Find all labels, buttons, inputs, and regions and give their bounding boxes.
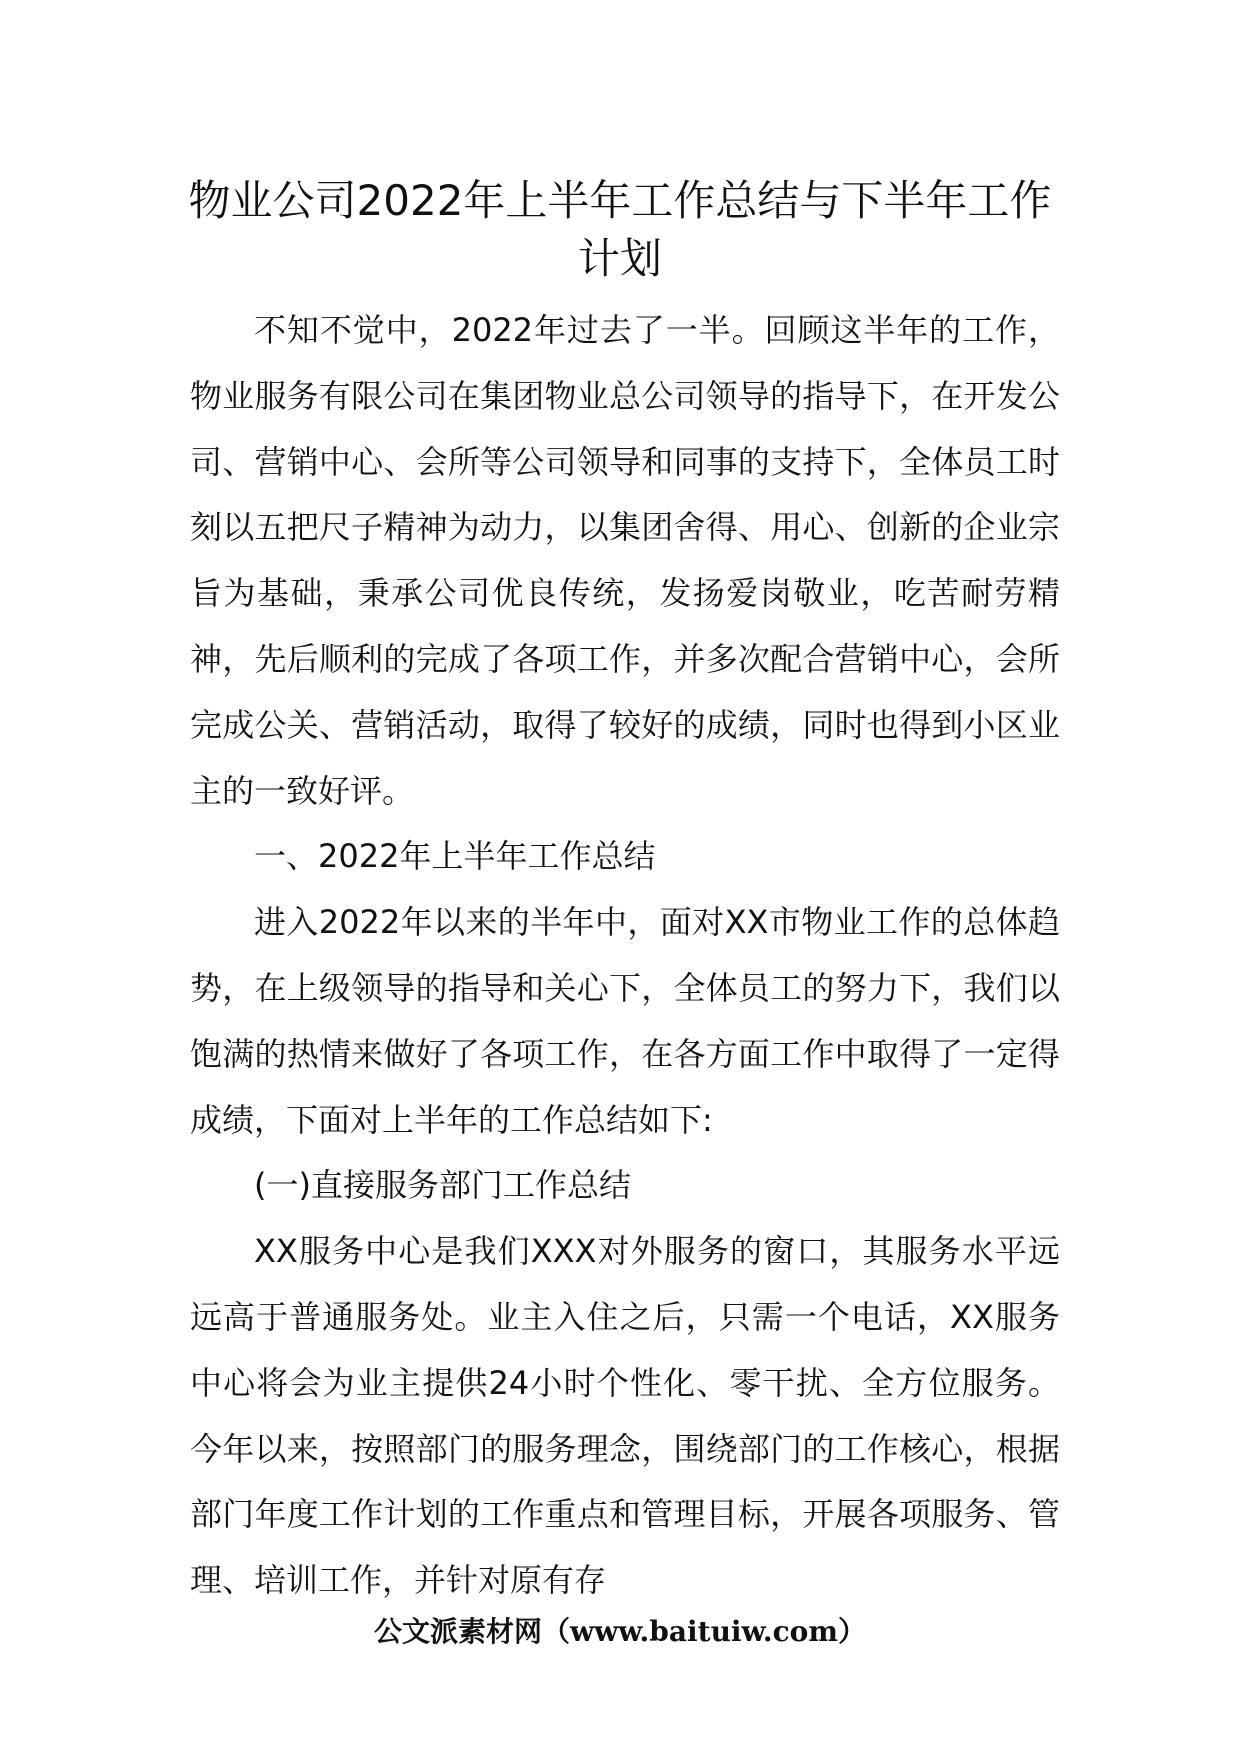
paragraph-intro: 不知不觉中，2022年过去了一半。回顾这半年的工作，物业服务有限公司在集团物业总公司领导的指导下，在开发公司、营销中心、会所等公司领导和同事的支持下，全体员工时刻以五把尺子精神为动力，以集团舍得、用心、创新的企业宗旨为基础，秉承公司优良传统，发扬爱岗敬业，吃苦耐劳精神，先后顺利的完成了各项工作，并多次配合营销中心，会所完成公关、营销活动，取得了较好的成绩，同时也得到小区业主的一致好评。 xyxy=(190,311,1060,810)
document-title: 物业公司2022年上半年工作总结与下半年工作计划 xyxy=(188,176,1052,283)
watermark-footer: 公文派素材网（www.baituiw.com） xyxy=(374,1615,866,1648)
document-body xyxy=(190,298,1060,1614)
section-heading-1: 一、2022年上半年工作总结 xyxy=(254,837,656,876)
paragraph-service-center: XX服务中心是我们XXX对外服务的窗口，其服务水平远远高于普通服务处。业主入住之后，只需一个电话，XX服务中心将会为业主提供24小时个性化、零干扰、全方位服务。今年以来，按照部门的服务理念，围绕部门的工作核心，根据部门年度工作计划的工作重点和管理目标，开展各项服务、管理、培训工作，并针对原有存 xyxy=(190,1232,1060,1600)
subsection-heading-1: (一)直接服务部门工作总结 xyxy=(254,1166,631,1205)
paragraph-summary: 进入2022年以来的半年中，面对XX市物业工作的总体趋势，在上级领导的指导和关心下，全体员工的努力下，我们以饱满的热情来做好了各项工作，在各方面工作中取得了一定得成绩，下面对上半年的工作总结如下: xyxy=(190,903,1060,1139)
